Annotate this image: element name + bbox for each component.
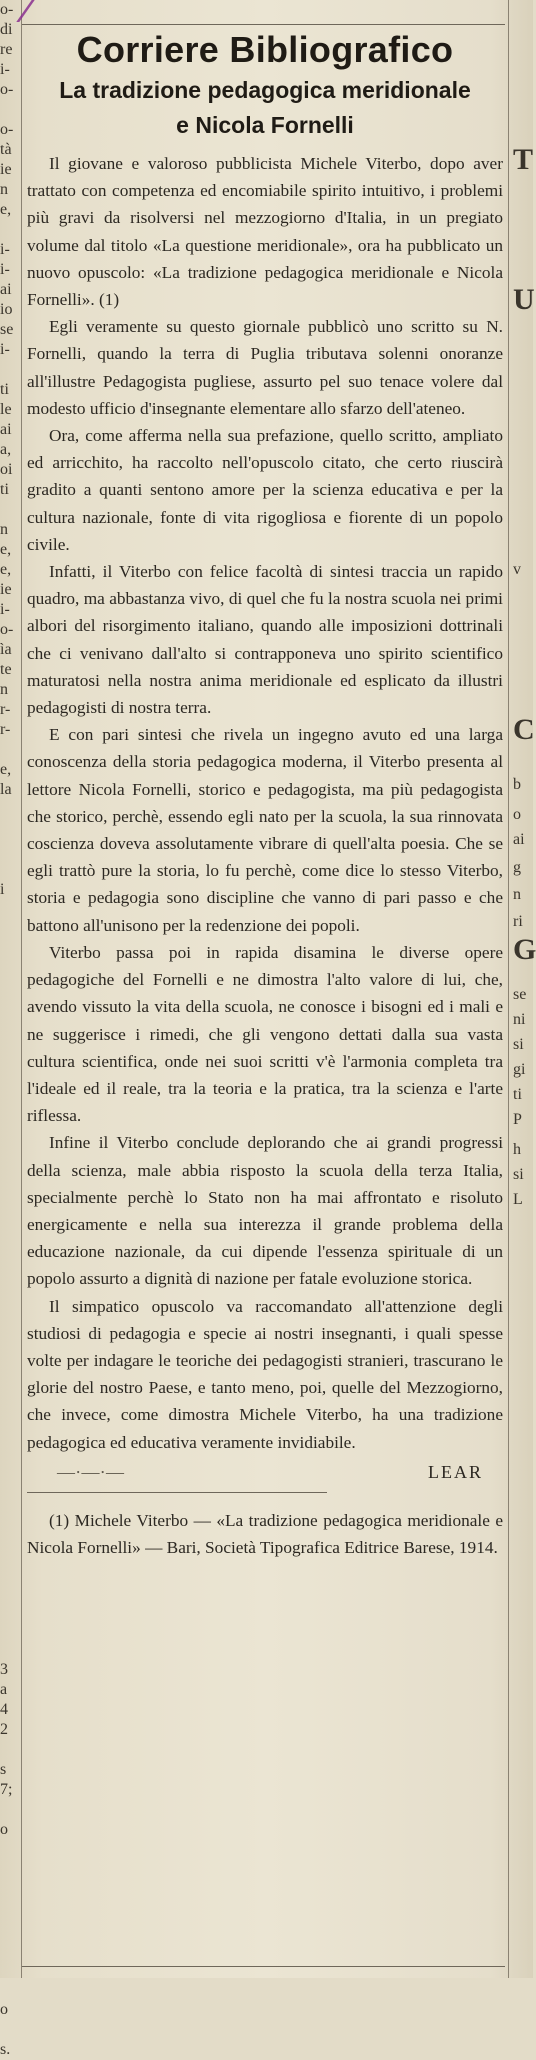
left-fragment-line: s bbox=[0, 1761, 7, 1778]
left-fragment-line bbox=[0, 1320, 20, 1340]
left-fragment-line bbox=[0, 1880, 20, 1900]
right-fragment-line: G bbox=[513, 933, 536, 966]
left-fragment-line: i- bbox=[0, 61, 10, 78]
right-fragment-line: h bbox=[513, 1141, 521, 1158]
subheadline-line-1: La tradizione pedagogica meridionale bbox=[59, 77, 471, 103]
left-fragment-line bbox=[0, 1840, 20, 1860]
right-fragment-line: g bbox=[513, 859, 521, 876]
left-fragment-line: e, bbox=[0, 561, 12, 578]
left-fragment-line: i- bbox=[0, 241, 10, 258]
left-fragment-line: n bbox=[0, 681, 8, 698]
left-fragment-line: re bbox=[0, 41, 13, 58]
paragraph: Viterbo passa poi in rapida disamina le diverse opere pedagogiche del Fornelli e ne dimostra l'alto valore di lui, che, avendo vissuto la vita della scuola, ne conosce i bisogni ed i mali e ne suggerisce i rimedi, che gli vengono dettati dalla sua vasta cultura scientifica, onde nei suoi scritti v'è l'armonia completa tra l'ideale ed il reale, tra la teoria e la pratica, tra la scienza e l'arte riflessa. bbox=[27, 942, 503, 1126]
paragraph: Ora, come afferma nella sua prefazione, quello scritto, ampliato ed arricchito, ha raccolto nell'opuscolo citato, che certo riuscirà gradito a quanti sentono amore per la scienza educativa e per la cultura nazionale, fonte di vita rigogliosa e fiorente di un popolo civile. bbox=[27, 426, 503, 554]
left-fragment-line: e, bbox=[0, 761, 12, 778]
signature-name: LEAR bbox=[428, 1461, 483, 1482]
left-fragment-line: 3 bbox=[0, 1661, 8, 1678]
left-fragment-line: oi bbox=[0, 461, 13, 478]
left-fragment-line: ai bbox=[0, 421, 12, 438]
right-fragment-line: ai bbox=[513, 831, 525, 848]
left-fragment-line bbox=[0, 1420, 20, 1440]
left-fragment-line bbox=[0, 1240, 20, 1260]
left-fragment-line bbox=[0, 1120, 20, 1140]
left-fragment-line bbox=[0, 1560, 20, 1580]
left-fragment-line bbox=[0, 820, 20, 840]
left-fragment-line: ie bbox=[0, 581, 12, 598]
left-fragment-line bbox=[0, 1620, 20, 1640]
left-fragment-line: a bbox=[0, 1681, 8, 1698]
left-fragment-line: r- bbox=[0, 721, 11, 738]
left-fragment-line: 4 bbox=[0, 1701, 8, 1718]
left-fragment-line bbox=[0, 1640, 20, 1660]
left-fragment-line bbox=[0, 1140, 20, 1160]
column-rule-right bbox=[508, 0, 509, 1978]
right-fragment-line: b bbox=[513, 776, 521, 793]
left-fragment-line bbox=[0, 1220, 20, 1240]
left-fragment-line: n bbox=[0, 521, 8, 538]
left-fragment-line bbox=[0, 900, 20, 920]
left-fragment-line: o- bbox=[0, 81, 14, 98]
left-fragment-line bbox=[0, 1020, 20, 1040]
left-fragment-line: i- bbox=[0, 261, 10, 278]
left-fragment-line: ti bbox=[0, 381, 9, 398]
ornament-icon: —∙—∙— bbox=[57, 1461, 125, 1482]
footnote: (1) Michele Viterbo — «La tradizione pedagogica meridionale e Nicola Fornelli» — Bari, Società Tipografica Editrice Barese, 1914. bbox=[27, 1510, 503, 1557]
left-fragment-line: n bbox=[0, 181, 8, 198]
right-fragment-line: ti bbox=[513, 1086, 522, 1103]
left-fragment-line bbox=[0, 1360, 20, 1380]
left-fragment-line: i- bbox=[0, 341, 10, 358]
right-fragment-line: C bbox=[513, 713, 535, 746]
subheadline-line-2: e Nicola Fornelli bbox=[176, 112, 354, 138]
left-fragment-line bbox=[0, 1940, 20, 1960]
left-fragment-line: i bbox=[0, 881, 5, 898]
top-rule bbox=[22, 24, 505, 25]
left-fragment-line: se bbox=[0, 321, 14, 338]
left-fragment-line bbox=[0, 840, 20, 860]
left-fragment-line: o- bbox=[0, 121, 14, 138]
left-fragment-line bbox=[0, 1440, 20, 1460]
left-fragment-line: 7; bbox=[0, 1781, 13, 1798]
left-fragment-line: ie bbox=[0, 161, 12, 178]
paragraph: Il simpatico opuscolo va raccomandato all'attenzione degli studiosi di pedagogia e specie ai nostri insegnanti, i quali spesse volte per indagare le teoriche dei pedagogisti stranieri, trascurano le glorie del nostro Paese, e tanto meno, poi, quelle del Mezzogiorno, che invece, come dimostra Michele Viterbo, ha una tradizione pedagogica ed educativa veramente invidiabile. bbox=[27, 1296, 503, 1452]
left-fragment-line bbox=[0, 1040, 20, 1060]
right-fragment-line: ni bbox=[513, 1011, 526, 1028]
right-fragment-line: gi bbox=[513, 1061, 526, 1078]
left-fragment-line bbox=[0, 800, 20, 820]
left-fragment-line bbox=[0, 1500, 20, 1520]
left-fragment-line bbox=[0, 220, 20, 240]
left-fragment-line bbox=[0, 360, 20, 380]
left-fragment-line bbox=[0, 1280, 20, 1300]
left-fragment-line bbox=[0, 1520, 20, 1540]
bottom-rule bbox=[22, 1966, 505, 1967]
left-fragment-line: la bbox=[0, 781, 12, 798]
right-column-fragment bbox=[511, 0, 536, 1978]
paragraph: Egli veramente su questo giornale pubblicò uno scritto su N. Fornelli, quando la terra di Puglia tributava solenni onoranze all'illustre Pedagogista pugliese, assurto pel suo tenace volere dal modesto ufficio d'insegnante elementare allo sfarzo dell'ateneo. bbox=[27, 317, 503, 418]
left-fragment-line bbox=[0, 1160, 20, 1180]
paragraph: Infine il Viterbo conclude deplorando che ai grandi progressi della scienza, male abbia risposto la scuola della terza Italia, specialmente perchè lo Stato non ha mai affrontato e risoluto energicamente e nella sua interezza il grande problema della educazione nazionale, da cui dipende l'essenza spirituale di un popolo assurto a dignità di nazione per fatale evoluzione storica. bbox=[27, 1133, 503, 1289]
left-fragment-line: di bbox=[0, 21, 13, 38]
left-fragment-line bbox=[0, 940, 20, 960]
left-fragment-line bbox=[0, 1180, 20, 1200]
left-fragment-line bbox=[0, 1860, 20, 1880]
right-fragment-line: n bbox=[513, 886, 521, 903]
left-fragment-line bbox=[0, 1580, 20, 1600]
left-fragment-line bbox=[0, 1400, 20, 1420]
column-rule-left bbox=[21, 0, 22, 1978]
left-fragment-line: ai bbox=[0, 281, 12, 298]
left-fragment-line bbox=[0, 1080, 20, 1100]
paragraph: E con pari sintesi che rivela un ingegno avuto ed una larga conoscenza della storia pedagogica moderna, il Viterbo presenta al lettore Nicola Fornelli, storico e pedagogista, ma più pedagogista che storico, perchè, essendo egli nato per la scuola, la sua rinnovata coscienza doveva assolutamente vibrare di quell'alta poesia. Che se egli trattò pure la storia, lo fu perchè, come dice lo stesso Viterbo, storia e pedagogia sono discipline che vanno di pari passo e che battono all'unisono per la redenzione dei popoli. bbox=[27, 725, 503, 935]
left-fragment-line bbox=[0, 980, 20, 1000]
pen-mark bbox=[16, 0, 60, 22]
left-column-fragment bbox=[0, 0, 20, 2058]
left-fragment-line bbox=[0, 2020, 20, 2040]
left-fragment-line bbox=[0, 1480, 20, 1500]
right-fragment-line: ri bbox=[513, 913, 523, 930]
right-fragment-line: U bbox=[513, 283, 535, 316]
left-fragment-line bbox=[0, 1000, 20, 1020]
signature bbox=[27, 1458, 503, 1486]
left-fragment-line bbox=[0, 1460, 20, 1480]
left-fragment-line bbox=[0, 1200, 20, 1220]
left-fragment-line bbox=[0, 500, 20, 520]
article-column bbox=[27, 28, 503, 1561]
left-fragment-line: a, bbox=[0, 441, 12, 458]
left-fragment-line bbox=[0, 1600, 20, 1620]
right-fragment-line: si bbox=[513, 1036, 524, 1053]
left-fragment-line bbox=[0, 960, 20, 980]
left-fragment-line: i- bbox=[0, 601, 10, 618]
headline: Corriere Bibliografico bbox=[76, 29, 454, 70]
left-fragment-line: r- bbox=[0, 701, 11, 718]
left-fragment-line: s. bbox=[0, 2041, 11, 2058]
left-fragment-line bbox=[0, 1800, 20, 1820]
left-fragment-line: e, bbox=[0, 201, 12, 218]
left-fragment-line bbox=[0, 1260, 20, 1280]
left-fragment-line bbox=[0, 1540, 20, 1560]
left-fragment-line bbox=[0, 100, 20, 120]
left-fragment-line bbox=[0, 1960, 20, 1980]
left-fragment-line bbox=[0, 1980, 20, 2000]
left-fragment-line bbox=[0, 920, 20, 940]
right-fragment-line: v bbox=[513, 561, 521, 578]
left-fragment-line: le bbox=[0, 401, 12, 418]
left-fragment-line: ìa bbox=[0, 641, 12, 658]
left-fragment-line bbox=[0, 740, 20, 760]
left-fragment-line bbox=[0, 1920, 20, 1940]
left-fragment-line bbox=[0, 1380, 20, 1400]
right-fragment-line: si bbox=[513, 1166, 524, 1183]
footnote-rule bbox=[27, 1492, 327, 1493]
left-fragment-line: io bbox=[0, 301, 13, 318]
right-fragment-line: P bbox=[513, 1111, 522, 1128]
left-fragment-line: o bbox=[0, 1821, 8, 1838]
left-fragment-line: tà bbox=[0, 141, 12, 158]
left-fragment-line: e, bbox=[0, 541, 12, 558]
left-fragment-line: 2 bbox=[0, 1721, 8, 1738]
left-fragment-line bbox=[0, 1100, 20, 1120]
left-fragment-line bbox=[0, 1900, 20, 1920]
left-fragment-line: te bbox=[0, 661, 12, 678]
left-fragment-line: o bbox=[0, 2001, 8, 2018]
right-fragment-line: L bbox=[513, 1191, 523, 1208]
left-fragment-line: ti bbox=[0, 481, 9, 498]
right-fragment-line: o bbox=[513, 806, 521, 823]
right-fragment-line: se bbox=[513, 986, 527, 1003]
left-fragment-line bbox=[0, 1740, 20, 1760]
left-fragment-line bbox=[0, 860, 20, 880]
left-fragment-line: o- bbox=[0, 621, 14, 638]
right-fragment-line: T bbox=[513, 143, 534, 176]
article-body bbox=[27, 150, 503, 1456]
paragraph: Il giovane e valoroso pubblicista Michele Viterbo, dopo aver trattato con competenza ed encomiabile spirito intuitivo, i problemi più gravi da risolversi nel mezzogiorno d'Italia, in un pregiato volume dal titolo «La questione meridionale», ora ha pubblicato un nuovo opuscolo: «La tradizione pedagogica meridionale e Nicola Fornelli». (1) bbox=[27, 154, 503, 310]
left-fragment-line bbox=[0, 1060, 20, 1080]
paragraph: Infatti, il Viterbo con felice facoltà di sintesi traccia un rapido quadro, ma abbastanza vivo, di quel che fu la nostra scuola nei primi albori del risorgimento italiano, quando alle imposizioni dottrinali che ci venivano dall'alto si contrapponeva uno spirito scientifico maturatosi nella nostra anima meridionale ed esplicato da illustri pedagogisti di nostra terra. bbox=[27, 562, 503, 718]
left-fragment-line: o- bbox=[0, 1, 14, 18]
left-fragment-line bbox=[0, 1300, 20, 1320]
left-fragment-line bbox=[0, 1340, 20, 1360]
